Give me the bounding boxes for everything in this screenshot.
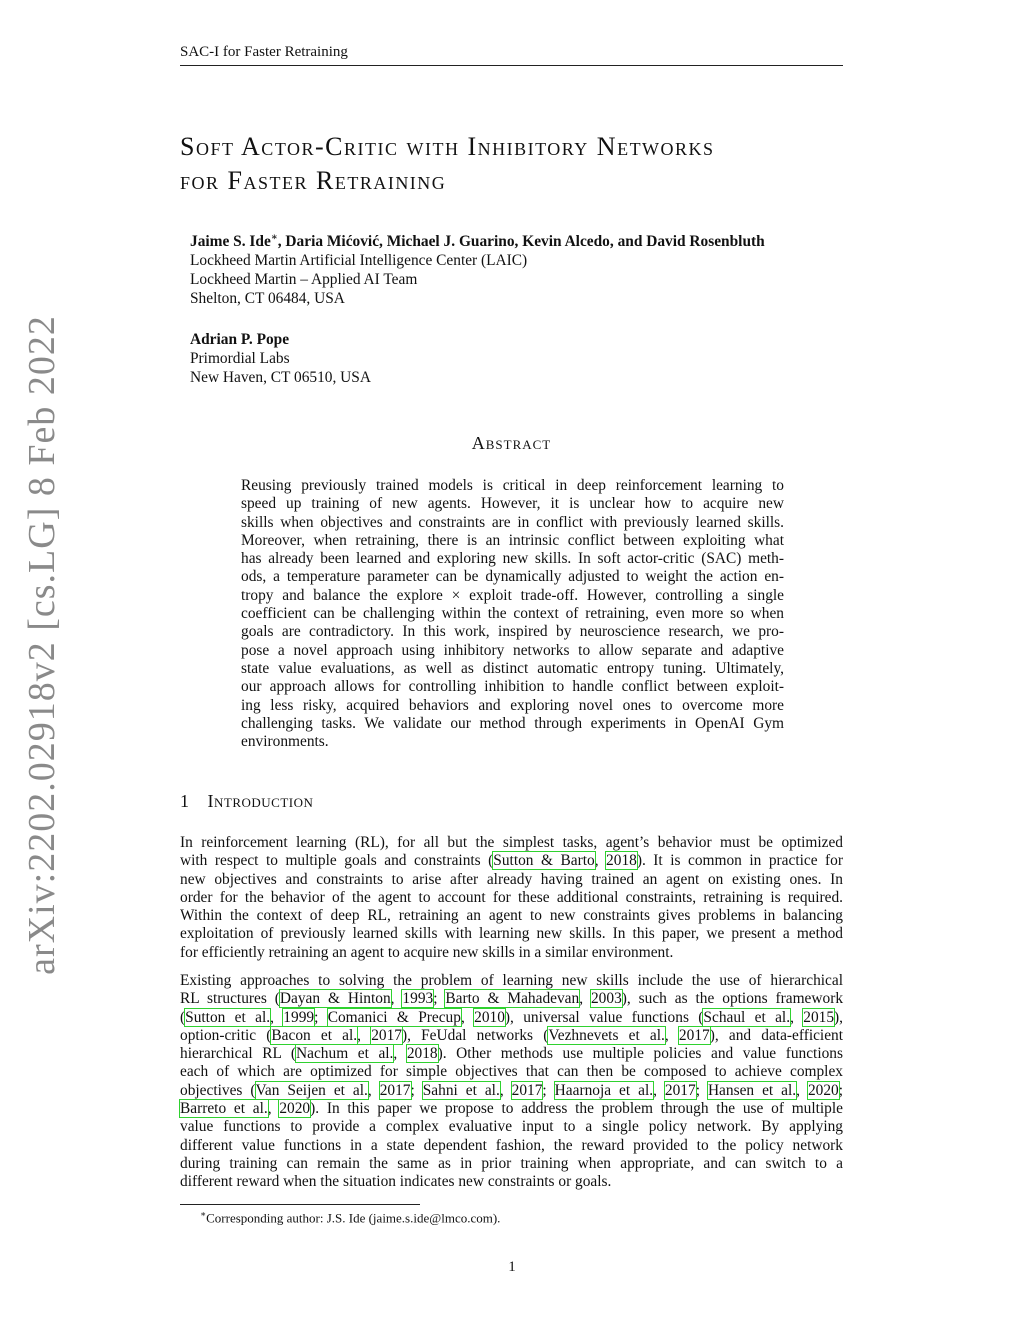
- paragraph-line: [180, 1082, 843, 1100]
- text-run: ;: [838, 1081, 843, 1099]
- text-run: ,: [267, 1100, 280, 1118]
- abstract-line: state value evaluations, as well as distinct automatic entropy tuning. Ultimately,: [241, 659, 784, 677]
- citation-link[interactable]: 2018: [406, 1045, 438, 1063]
- text-run: ). In this paper we propose to address the problem through the use of multiple: [310, 1100, 843, 1118]
- paragraph-line: [180, 907, 843, 925]
- citation-link[interactable]: 2020: [807, 1081, 839, 1099]
- citation-link[interactable]: Dayan & Hinton: [279, 990, 391, 1008]
- paragraph-line: [180, 1137, 843, 1155]
- text-run: ,: [270, 1008, 284, 1026]
- text-run: ,: [579, 990, 591, 1008]
- footnote: [200, 1209, 500, 1226]
- abstract-line: goals are contradictory. In this work, inspired by neuroscience research, we pro-: [241, 623, 784, 641]
- paragraph-line: [180, 972, 843, 990]
- text-run: ), FeUdal networks (: [401, 1026, 549, 1044]
- author-names: [190, 228, 765, 251]
- text-run: ). Other methods use multiple policies and value functions: [437, 1045, 843, 1063]
- text-run: ), and data-efficient: [709, 1026, 844, 1044]
- citation-link[interactable]: 2017: [379, 1081, 411, 1099]
- text-run: ,: [393, 1045, 407, 1063]
- running-title: SAC-I for Faster Retraining: [180, 44, 348, 60]
- citation-link[interactable]: Barreto et al.: [180, 1100, 268, 1118]
- citation-link[interactable]: Van Seijen et al.: [255, 1081, 368, 1099]
- footnote-text: Corresponding author: J.S. Ide (jaime.s.ide@lmco.com).: [206, 1210, 501, 1226]
- abstract-line: ing less risky, acquired behaviors and exploring novel ones to overcome more: [241, 696, 784, 714]
- citation-link[interactable]: Vezhnevets et al.: [548, 1026, 665, 1044]
- intro-paragraph-1: [180, 834, 843, 962]
- abstract-line: Moreover, when retraining, there is an intrinsic conflict between exploiting what: [241, 531, 784, 549]
- text-run: with respect to multiple goals and constraints (: [180, 852, 494, 870]
- text-run: value functions to provide a complex evaluative input to a single policy network. By applying: [180, 1118, 843, 1136]
- abstract-line: tropy and balance the explore × exploit trade-off. However, controlling a single: [241, 586, 784, 604]
- author-block-2: [190, 330, 371, 387]
- abstract-line: ods, a temperature parameter can be dynamically adjusted to weight the action en-: [241, 568, 784, 586]
- text-run: during training can remain the same as in prior training when appropriate, and can switch to a: [180, 1154, 843, 1172]
- intro-paragraph-2: [180, 972, 843, 1192]
- arxiv-stamp: arXiv:2202.02918v2 [cs.LG] 8 Feb 2022: [21, 315, 63, 975]
- section-number: 1: [180, 791, 190, 811]
- citation-link[interactable]: Barto & Mahadevan: [445, 990, 580, 1008]
- section-heading-introduction: [180, 791, 313, 812]
- citation-link[interactable]: Sutton & Barto: [493, 852, 595, 870]
- paragraph-line: [180, 925, 843, 943]
- author-names-rest: , Daria Mićović, Michael J. Guarino, Kevin Alcedo, and David Rosenbluth: [277, 233, 765, 251]
- text-run: ,: [594, 852, 607, 870]
- author-names: Adrian P. Pope: [190, 331, 290, 348]
- text-run: Within the context of deep RL, retraining an agent to new constraints gives problems in balancing: [180, 907, 843, 925]
- citation-link[interactable]: 2020: [279, 1100, 311, 1118]
- citation-link[interactable]: Nachum et al.: [296, 1045, 394, 1063]
- text-run: In reinforcement learning (RL), for all but the simplest tasks, agent’s behavior must be optimized: [180, 834, 843, 851]
- text-run: objectives (: [180, 1081, 256, 1099]
- paragraph-line: [180, 1009, 843, 1027]
- page-number: 1: [508, 1259, 516, 1275]
- text-run: (: [180, 1008, 186, 1026]
- text-run: ,: [460, 1008, 475, 1026]
- paragraph-line: [180, 1063, 843, 1081]
- text-run: ). It is common in practice for: [636, 852, 843, 870]
- abstract-line: pose a novel approach using inhibitory networks to allow separate and adaptive: [241, 641, 784, 659]
- citation-link[interactable]: Bacon et al.: [271, 1026, 358, 1044]
- abstract-line: challenging tasks. We validate our method through experiments in OpenAI Gym: [241, 714, 784, 732]
- abstract-line: has already been learned and exploring new skills. In soft actor-critic (SAC) meth-: [241, 550, 784, 568]
- title-line-1: Soft Actor-Critic with Inhibitory Networks: [180, 132, 715, 161]
- text-run: ,: [664, 1026, 679, 1044]
- paragraph-line: [180, 1045, 843, 1063]
- paragraph-line: [180, 852, 843, 870]
- citation-link[interactable]: Haarnoja et al.: [554, 1081, 654, 1099]
- paragraph-line: [180, 1173, 843, 1191]
- paragraph-line: [180, 1118, 843, 1136]
- abstract-line: coefficient can be challenging within the context of retraining, even more so when: [241, 605, 784, 623]
- author-footnote-mark[interactable]: ∗: [270, 232, 278, 243]
- citation-link[interactable]: 2017: [511, 1081, 543, 1099]
- citation-link[interactable]: 2018: [606, 852, 637, 870]
- text-run: Existing approaches to solving the problem of learning new skills include the use of hierarchical: [180, 972, 843, 989]
- paragraph-line: [180, 871, 843, 889]
- text-run: ;: [433, 990, 446, 1008]
- text-run: order for the behavior of the agent to account for these additional constraints, retraining is required.: [180, 888, 843, 906]
- text-run: ,: [499, 1081, 512, 1099]
- footnote-mark: ∗: [200, 1209, 207, 1219]
- text-run: option-critic (: [180, 1026, 272, 1044]
- text-run: ;: [695, 1081, 708, 1099]
- abstract-line: speed up training of new agents. However, it is unclear how to acquire new: [241, 495, 784, 513]
- affiliation-line: Shelton, CT 06484, USA: [190, 290, 345, 308]
- text-run: ,: [390, 990, 403, 1008]
- text-run: ,: [790, 1008, 804, 1026]
- citation-link[interactable]: 1993: [402, 990, 434, 1008]
- text-run: ,: [357, 1026, 372, 1044]
- text-run: ;: [314, 1008, 328, 1026]
- text-run: for efficiently retraining an agent to acquire new skills in a similar environment.: [180, 943, 674, 961]
- text-run: different value functions in a state dependent fashion, the reward provided to the policy network: [180, 1136, 843, 1154]
- text-run: hierarchical RL (: [180, 1045, 297, 1063]
- text-run: exploitation of previously learned skills with learning new skills. In this paper, we present a method: [180, 925, 843, 943]
- abstract-line: skills when objectives and constraints are in conflict with previously learned skills.: [241, 513, 784, 531]
- paragraph-line: [180, 990, 843, 1008]
- affiliation-line: New Haven, CT 06510, USA: [190, 369, 371, 386]
- text-run: RL structures (: [180, 990, 280, 1008]
- citation-link[interactable]: 2017: [371, 1026, 402, 1044]
- citation-link[interactable]: Sutton et al.: [185, 1008, 271, 1026]
- abstract-body: [241, 477, 784, 751]
- citation-link[interactable]: 2017: [678, 1026, 710, 1044]
- paragraph-line: [180, 1027, 843, 1045]
- citation-link[interactable]: 2010: [474, 1008, 505, 1026]
- section-title: Introduction: [207, 791, 314, 811]
- paragraph-line: [180, 1155, 843, 1173]
- text-run: ;: [410, 1081, 423, 1099]
- title-line-2: for Faster Retraining: [180, 166, 447, 195]
- citation-link[interactable]: Comanici & Precup: [327, 1008, 461, 1026]
- text-run: different reward when the situation indicates new constraints or goals.: [180, 1173, 612, 1191]
- affiliation-line: Primordial Labs: [190, 350, 290, 367]
- paragraph-line: [180, 889, 843, 907]
- text-run: new objectives and constraints to arise after already having trained an agent on existing ones. In: [180, 870, 843, 888]
- text-run: ;: [542, 1081, 555, 1099]
- abstract-line: Reusing previously trained models is critical in deep reinforcement learning to: [241, 477, 784, 494]
- text-run: ,: [653, 1081, 665, 1099]
- text-run: ,: [796, 1081, 808, 1099]
- text-run: ), universal value functions (: [504, 1008, 704, 1026]
- text-run: ),: [834, 1008, 844, 1026]
- citation-link[interactable]: Hansen et al.: [707, 1081, 797, 1099]
- text-run: ,: [367, 1081, 380, 1099]
- affiliation-line: Lockheed Martin Artificial Intelligence Center (LAIC): [190, 252, 528, 270]
- abstract-line: environments.: [241, 733, 329, 751]
- author-name-ide: Jaime S. Ide: [190, 233, 271, 251]
- paragraph-line: [180, 944, 843, 962]
- abstract-heading: Abstract: [471, 433, 552, 453]
- text-run: ), such as the options framework: [621, 990, 844, 1008]
- citation-link[interactable]: 2017: [664, 1081, 696, 1099]
- paragraph-line: [180, 834, 843, 852]
- affiliation-line: Lockheed Martin – Applied AI Team: [190, 271, 418, 289]
- author-block-1: [190, 228, 765, 308]
- citation-link[interactable]: Schaul et al.: [703, 1008, 791, 1026]
- text-run: each of which are optimized for simple objectives that can then be composed to achieve complex: [180, 1063, 843, 1081]
- header-rule: [180, 65, 843, 66]
- citation-link[interactable]: 2003: [590, 990, 622, 1008]
- abstract-line: our approach allows for controlling inhibition to handle conflict between exploit-: [241, 678, 784, 696]
- paper-title: [180, 130, 860, 198]
- citation-link[interactable]: 1999: [283, 1008, 315, 1026]
- citation-link[interactable]: 2015: [803, 1008, 835, 1026]
- footnote-rule: [180, 1204, 420, 1205]
- citation-link[interactable]: Sahni et al.: [422, 1081, 500, 1099]
- paragraph-line: [180, 1100, 843, 1118]
